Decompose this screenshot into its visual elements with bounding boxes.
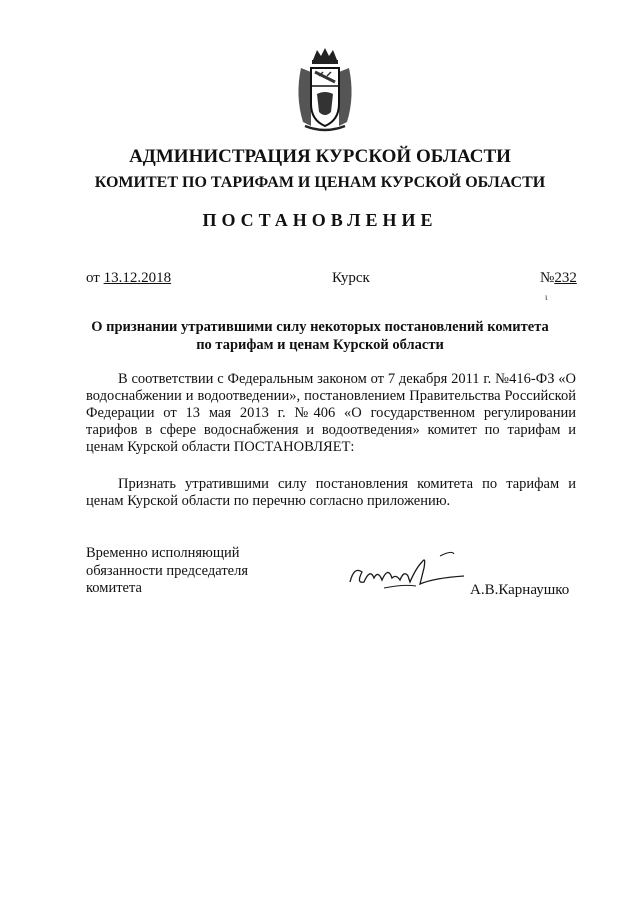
body-paragraph-2: Признать утратившими силу постановления комитета по тарифам и ценам Курской области по перечню согласно приложению. [86, 476, 576, 509]
body-paragraph-1 [86, 371, 576, 456]
date-value: 13.12.2018 [103, 270, 172, 286]
subject-line-2: по тарифам и ценам Курской области [196, 337, 444, 353]
title-line-1: Временно исполняющий [86, 545, 240, 561]
organization-name: АДМИНИСТРАЦИЯ КУРСКОЙ ОБЛАСТИ [129, 146, 511, 167]
committee-name: КОМИТЕТ ПО ТАРИФАМ И ЦЕНАМ КУРСКОЙ ОБЛАСТИ [94, 174, 546, 191]
date-prefix: от [86, 270, 100, 286]
tick-mark: ι [545, 292, 548, 302]
paragraph-1-text: В соответствии с Федеральным законом от 7 декабря 2011 г. №416-ФЗ «О водоснабжении и водоотведении», постановлением Правительства Российской Федерации от 13 мая 2013 г. №406 «О государственном регулировании тарифов в сфере водоснабжения и водоотведения» комитет по тарифам и ценам Курской области [86, 371, 576, 455]
document-type: ПОСТАНОВЛЕНИЕ [202, 210, 438, 230]
title-line-2: обязанности председателя [86, 562, 248, 579]
number-prefix: № [540, 270, 555, 286]
document-number [540, 270, 577, 287]
signatory-title [86, 545, 248, 598]
title-line-3: комитета [86, 580, 142, 596]
handwritten-signature [344, 548, 474, 596]
coat-of-arms-icon [293, 46, 357, 134]
signer-name: А.В.Карнаушко [470, 582, 570, 598]
subject-line-1: О признании утратившими силу некоторых постановлений комитета [91, 319, 549, 335]
number-value: 232 [554, 270, 577, 286]
document-date [86, 270, 171, 287]
document-subject [60, 318, 580, 354]
document-city: Курск [332, 270, 370, 286]
resolves-word: ПОСТАНОВЛЯЕТ: [233, 439, 355, 455]
